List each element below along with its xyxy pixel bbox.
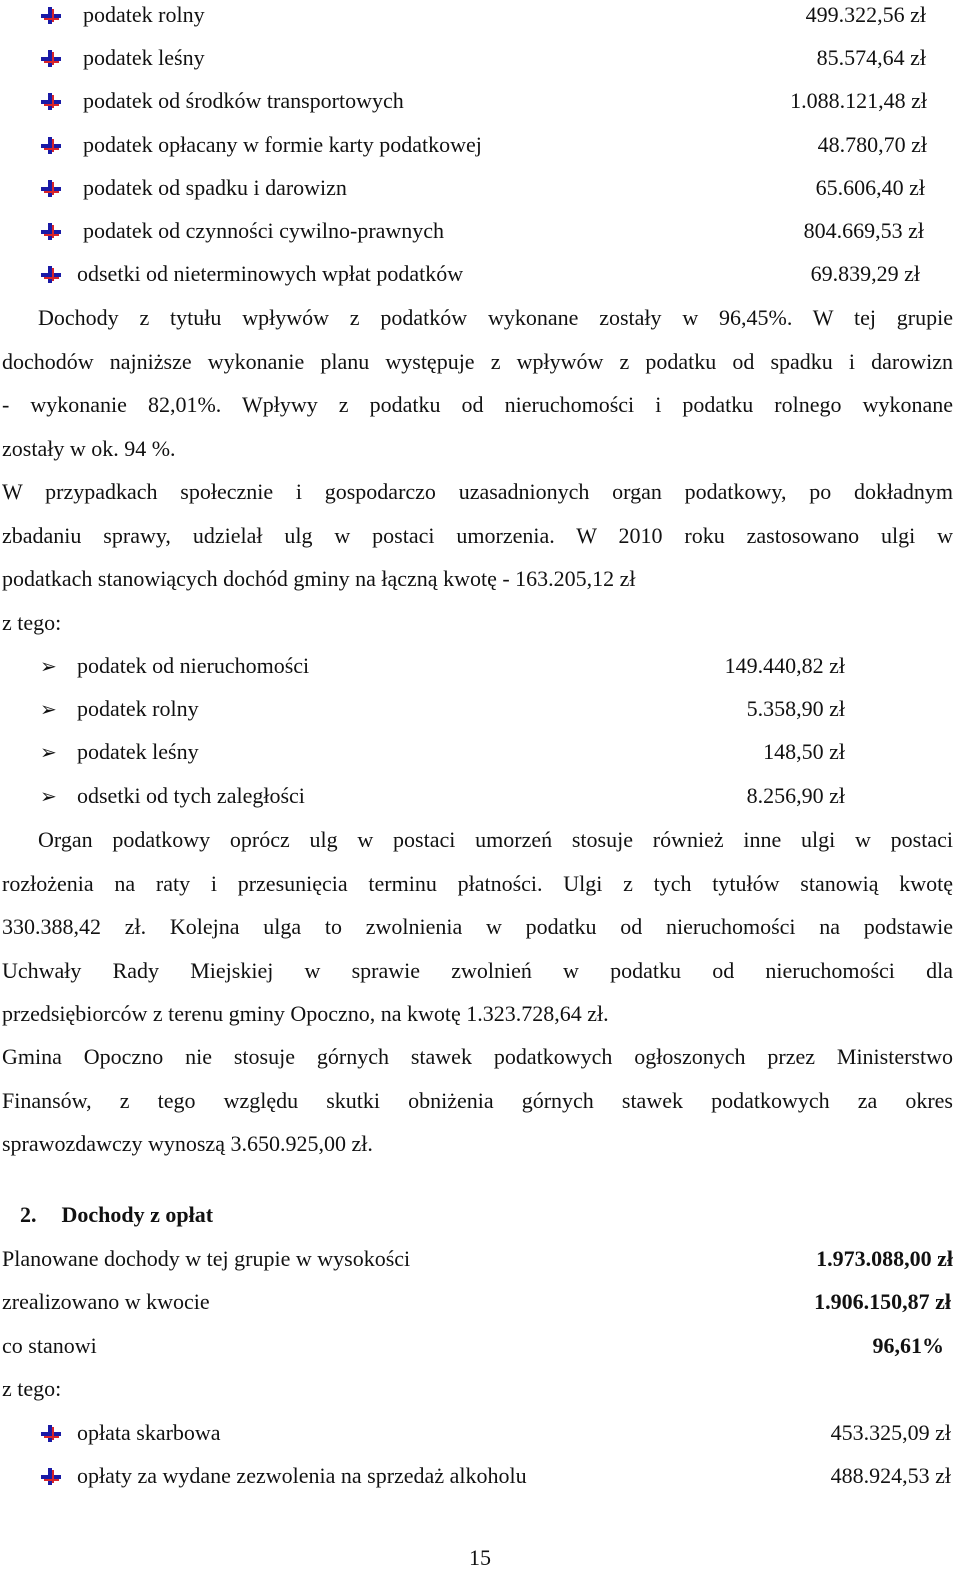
list-item	[0, 1418, 960, 1448]
item-value: 5.358,90 zł	[746, 696, 845, 721]
planned-row	[2, 1244, 953, 1274]
item-value: 69.839,29 zł	[810, 261, 920, 286]
item-label: podatek od spadku i darowizn	[83, 175, 347, 200]
bullet-icon	[41, 266, 61, 283]
bullet-icon	[41, 50, 61, 67]
of-which-row	[2, 1374, 302, 1404]
section-heading	[20, 1200, 213, 1230]
bullet-icon	[41, 93, 61, 110]
text-line: z tego:	[2, 609, 62, 635]
text-line: zostały w ok. 94 %.	[2, 435, 176, 461]
of-which-label: z tego:	[2, 1376, 62, 1401]
text-line: rozłożenia na raty i przesunięcia terminu płatności. Ulgi z tych tytułów stanowią kwotę	[2, 870, 953, 896]
item-label: podatek od nieruchomości	[77, 653, 310, 678]
item-label: odsetki od tych zaległości	[77, 783, 305, 808]
bullet-icon	[41, 180, 61, 197]
percent-label: co stanowi	[2, 1333, 97, 1358]
section-title: Dochody z opłat	[61, 1202, 214, 1227]
list-item	[0, 173, 960, 203]
item-label: podatek opłacany w formie karty podatkowej	[83, 132, 482, 157]
item-value: 48.780,70 zł	[817, 132, 927, 157]
section-number: 2.	[20, 1202, 37, 1227]
item-label: podatek rolny	[77, 696, 199, 721]
percent-row	[2, 1331, 953, 1361]
page-number: 15	[469, 1545, 491, 1570]
paragraph-rates	[2, 1035, 953, 1166]
item-label: podatek leśny	[77, 739, 199, 764]
item-label: podatek od czynności cywilno-prawnych	[83, 218, 445, 243]
paragraph-tax-relief	[2, 470, 953, 644]
bullet-icon	[41, 137, 61, 154]
item-label: podatek leśny	[83, 45, 205, 70]
planned-value: 1.973.088,00 zł	[816, 1246, 953, 1271]
list-item	[0, 259, 960, 289]
item-label: opłaty za wydane zezwolenia na sprzedaż alkoholu	[77, 1463, 527, 1488]
text-line: Uchwały Rady Miejskiej w sprawie zwolnień w podatku od nieruchomości dla	[2, 957, 953, 983]
item-value: 499.322,56 zł	[805, 2, 926, 27]
realized-label: zrealizowano w kwocie	[2, 1289, 210, 1314]
planned-label: Planowane dochody w tej grupie w wysokości	[2, 1246, 411, 1271]
arrow-bullet-icon: ➢	[40, 784, 57, 808]
item-value: 85.574,64 zł	[816, 45, 926, 70]
text-line: 330.388,42 zł. Kolejna ulga to zwolnienia w podatku od nieruchomości na podstawie	[2, 914, 953, 940]
item-label: opłata skarbowa	[77, 1420, 221, 1445]
text-line: sprawozdawczy wynoszą 3.650.925,00 zł.	[2, 1131, 373, 1157]
realized-row	[2, 1287, 953, 1317]
list-item	[0, 0, 960, 30]
item-value: 8.256,90 zł	[746, 783, 845, 808]
item-value: 453.325,09 zł	[830, 1420, 951, 1445]
item-value: 65.606,40 zł	[815, 175, 925, 200]
bullet-icon	[41, 223, 61, 240]
arrow-bullet-icon: ➢	[40, 740, 57, 764]
item-label: podatek od środków transportowych	[83, 88, 404, 113]
list-item	[0, 216, 960, 246]
paragraph-other-reliefs	[2, 818, 953, 1036]
realized-value: 1.906.150,87 zł	[814, 1289, 951, 1314]
text-line: dochodów najniższe wykonanie planu występuje z wpływów z podatku od spadku i darowizn	[2, 348, 953, 374]
paragraph-tax-execution	[2, 296, 953, 470]
list-item	[40, 781, 860, 811]
text-line: zbadaniu sprawy, udzielał ulg w postaci umorzenia. W 2010 roku zastosowano ulgi w	[2, 522, 953, 548]
text-line: podatkach stanowiących dochód gminy na łączną kwotę - 163.205,12 zł	[2, 566, 636, 592]
bullet-icon	[41, 1468, 61, 1485]
text-line: Finansów, z tego względu skutki obniżenia górnych stawek podatkowych za okres	[2, 1087, 953, 1113]
item-value: 1.088.121,48 zł	[790, 88, 927, 113]
percent-value: 96,61%	[872, 1333, 944, 1358]
text-line: Organ podatkowy oprócz ulg w postaci umorzeń stosuje również inne ulgi w postaci	[38, 827, 953, 852]
list-item	[0, 43, 960, 73]
text-line: W przypadkach społecznie i gospodarczo uzasadnionych organ podatkowy, po dokładnym	[2, 479, 953, 504]
item-value: 488.924,53 zł	[830, 1463, 951, 1488]
item-label: odsetki od nieterminowych wpłat podatków	[77, 261, 464, 286]
arrow-bullet-icon: ➢	[40, 654, 57, 678]
text-line: Dochody z tytułu wpływów z podatków wykonane zostały w 96,45%. W tej grupie	[38, 305, 953, 330]
arrow-bullet-icon: ➢	[40, 697, 57, 721]
list-item	[40, 694, 860, 724]
list-item	[40, 651, 860, 681]
list-item	[40, 737, 860, 767]
text-line: - wykonanie 82,01%. Wpływy z podatku od nieruchomości i podatku rolnego wykonane	[2, 392, 953, 418]
text-line: przedsiębiorców z terenu gminy Opoczno, na kwotę 1.323.728,64 zł.	[2, 1001, 609, 1027]
item-value: 149.440,82 zł	[724, 653, 845, 678]
item-label: podatek rolny	[83, 2, 205, 27]
item-value: 148,50 zł	[763, 739, 845, 764]
bullet-icon	[41, 7, 61, 24]
list-item	[0, 1461, 960, 1491]
list-item	[0, 130, 960, 160]
list-item	[0, 86, 960, 116]
item-value: 804.669,53 zł	[803, 218, 924, 243]
text-line: Gmina Opoczno nie stosuje górnych stawek podatkowych ogłoszonych przez Ministerstwo	[2, 1044, 953, 1069]
bullet-icon	[41, 1425, 61, 1442]
